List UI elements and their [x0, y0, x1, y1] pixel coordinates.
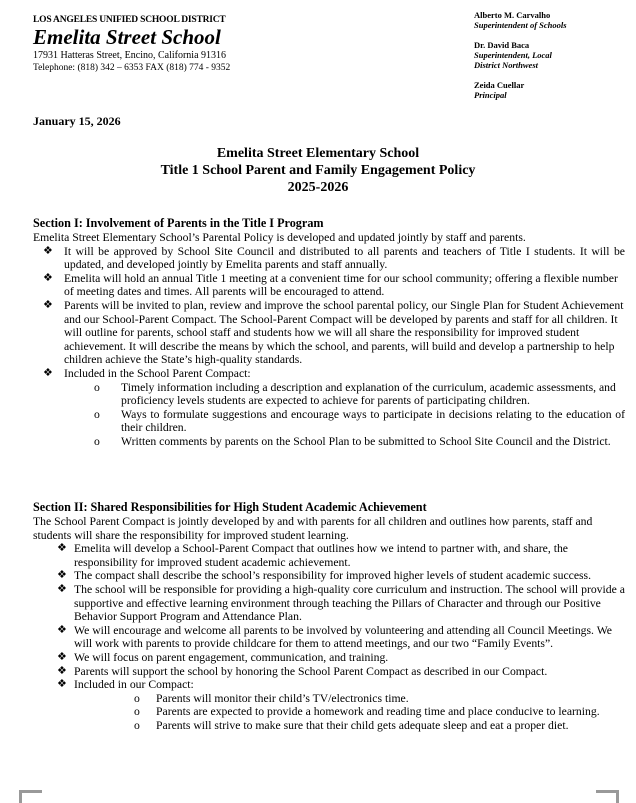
list-item: o Parents will strive to make sure that their child gets adequate sleep and eat a proper diet.	[134, 718, 569, 732]
diamond-bullet-icon: ❖	[43, 298, 53, 311]
section-1	[33, 216, 625, 449]
list-item: ❖ Parents will support the school by honoring the School Parent Compact as described in our Compact.	[57, 664, 548, 678]
official-name: Alberto M. Carvalho	[474, 10, 551, 20]
sub-bullet-list	[64, 381, 625, 449]
list-item: ❖ The compact shall describe the school’s responsibility for improved higher levels of student academic success.	[57, 569, 592, 583]
diamond-bullet-icon: ❖	[57, 542, 67, 555]
list-item: ❖ The school will be responsible for providing a high-quality core curriculum and instruction. The school will provide a supportive and effective learning environment through teaching the Pillars of Character and through our Positive Behavior Support Program and Attendance Plan.	[57, 582, 625, 624]
school-phone: Telephone: (818) 342 – 6353 FAX (818) 774 - 9352	[33, 63, 231, 73]
list-item: o Timely information including a description and explanation of the curriculum, academic assessments, and proficiency levels students are expected to achieve for parents of participating children.	[94, 380, 616, 408]
list-item: o Written comments by parents on the School Plan to be submitted to School Site Council and the District.	[94, 434, 611, 448]
diamond-bullet-icon: ❖	[43, 271, 53, 284]
official-title: Superintendent, Local District Northwest	[474, 50, 552, 70]
letterhead	[33, 14, 363, 74]
official-title: Superintendent of Schools	[474, 20, 567, 30]
list-item: ❖ Emelita will develop a School-Parent Compact that outlines how we intend to partner with, and share, the responsibility for improved student academic achievement.	[57, 542, 568, 569]
diamond-bullet-icon: ❖	[57, 650, 67, 663]
officials-list	[474, 10, 634, 100]
document-date: January 15, 2026	[33, 114, 121, 128]
document-title	[0, 145, 636, 196]
school-address: 17931 Hatteras Street, Encino, California 91316	[33, 50, 227, 61]
section-intro: The School Parent Compact is jointly developed by and with parents for all children and outlines how parents, staff and students will share the responsibility for improved student learning.	[33, 515, 593, 542]
bullet-list	[33, 245, 625, 449]
diamond-bullet-icon: ❖	[43, 244, 53, 257]
title-line: 2025-2026	[287, 180, 349, 195]
circle-bullet-icon: o	[94, 434, 100, 448]
section-2	[33, 500, 625, 733]
section-heading: Section I: Involvement of Parents in the Title I Program	[33, 216, 324, 230]
circle-bullet-icon: o	[134, 691, 140, 705]
diamond-bullet-icon: ❖	[57, 623, 67, 636]
list-item: o Parents are expected to provide a homework and reading time and place conducive to learning.	[134, 705, 600, 719]
list-item: ❖ Included in the School Parent Compact: o Timely information including a description and explanation of the curriculum, academic assessments, and proficiency levels students are expected to achieve for parents of participating children. o Ways to formulate suggestions and encourage ways to participate in decisions relating to the education of their children. o Written comments by parents on the School Plan to be submitted to School Site Council and the District.	[43, 366, 625, 448]
section-intro: Emelita Street Elementary School’s Parental Policy is developed and updated jointly by staff and parents.	[33, 231, 526, 244]
district-name: LOS ANGELES UNIFIED SCHOOL DISTRICT	[33, 15, 226, 25]
diamond-bullet-icon: ❖	[57, 582, 67, 595]
diamond-bullet-icon: ❖	[57, 664, 67, 677]
crop-mark	[19, 790, 42, 803]
circle-bullet-icon: o	[134, 705, 140, 719]
bullet-list	[33, 542, 625, 732]
list-item: ❖ Parents will be invited to plan, review and improve the school parental policy, our Single Plan for Student Achievement and our School-Parent Compact. The School-Parent Compact will be developed by parents and staff for all children. It will outline for parents, school staff and students how we will all share the responsibility for improved student achievement. It will describe the means by which the school, and parents, will build and develop a partnership to help children achieve the State’s high-quality standards.	[43, 298, 624, 367]
title-line: Title 1 School Parent and Family Engagement Policy	[160, 163, 476, 178]
crop-mark	[596, 790, 619, 803]
list-item: o Ways to formulate suggestions and encourage ways to participate in decisions relating to the education of their children.	[94, 407, 625, 435]
school-name: Emelita Street School	[33, 25, 221, 49]
diamond-bullet-icon: ❖	[57, 678, 67, 691]
list-item: ❖ It will be approved by School Site Council and distributed to all parents and teachers of Title I students. It will be updated, and developed jointly by Emelita parents and staff annually.	[43, 244, 625, 272]
list-item: ❖ Included in our Compact: o Parents will monitor their child’s TV/electronics time. o Parents are expected to provide a homework and reading time and place conducive to learning. o Parents will strive to make sure that their child gets adequate sleep and eat a proper diet.	[33, 678, 625, 732]
official-name: Zeida Cuellar	[474, 80, 525, 90]
circle-bullet-icon: o	[134, 718, 140, 732]
section-heading: Section II: Shared Responsibilities for High Student Academic Achievement	[33, 500, 427, 514]
list-item: o Parents will monitor their child’s TV/electronics time.	[134, 691, 409, 705]
official-name: Dr. David Baca	[474, 40, 530, 50]
list-item: ❖ We will focus on parent engagement, communication, and training.	[57, 650, 389, 664]
circle-bullet-icon: o	[94, 407, 100, 421]
diamond-bullet-icon: ❖	[43, 366, 53, 379]
list-item: ❖ We will encourage and welcome all parents to be involved by volunteering and attending all Council Meetings. We will work with parents to provide childcare for them to attend meetings, and our two “Family Events”.	[57, 623, 612, 651]
list-item: ❖ Emelita will hold an annual Title 1 meeting at a convenient time for our school community; offering a flexible number of meeting dates and times. All parents will be encouraged to attend.	[43, 271, 618, 299]
sub-bullet-list	[74, 692, 625, 733]
title-line: Emelita Street Elementary School	[216, 146, 420, 161]
official-title: Principal	[474, 90, 507, 100]
diamond-bullet-icon: ❖	[57, 569, 67, 582]
circle-bullet-icon: o	[94, 380, 100, 394]
